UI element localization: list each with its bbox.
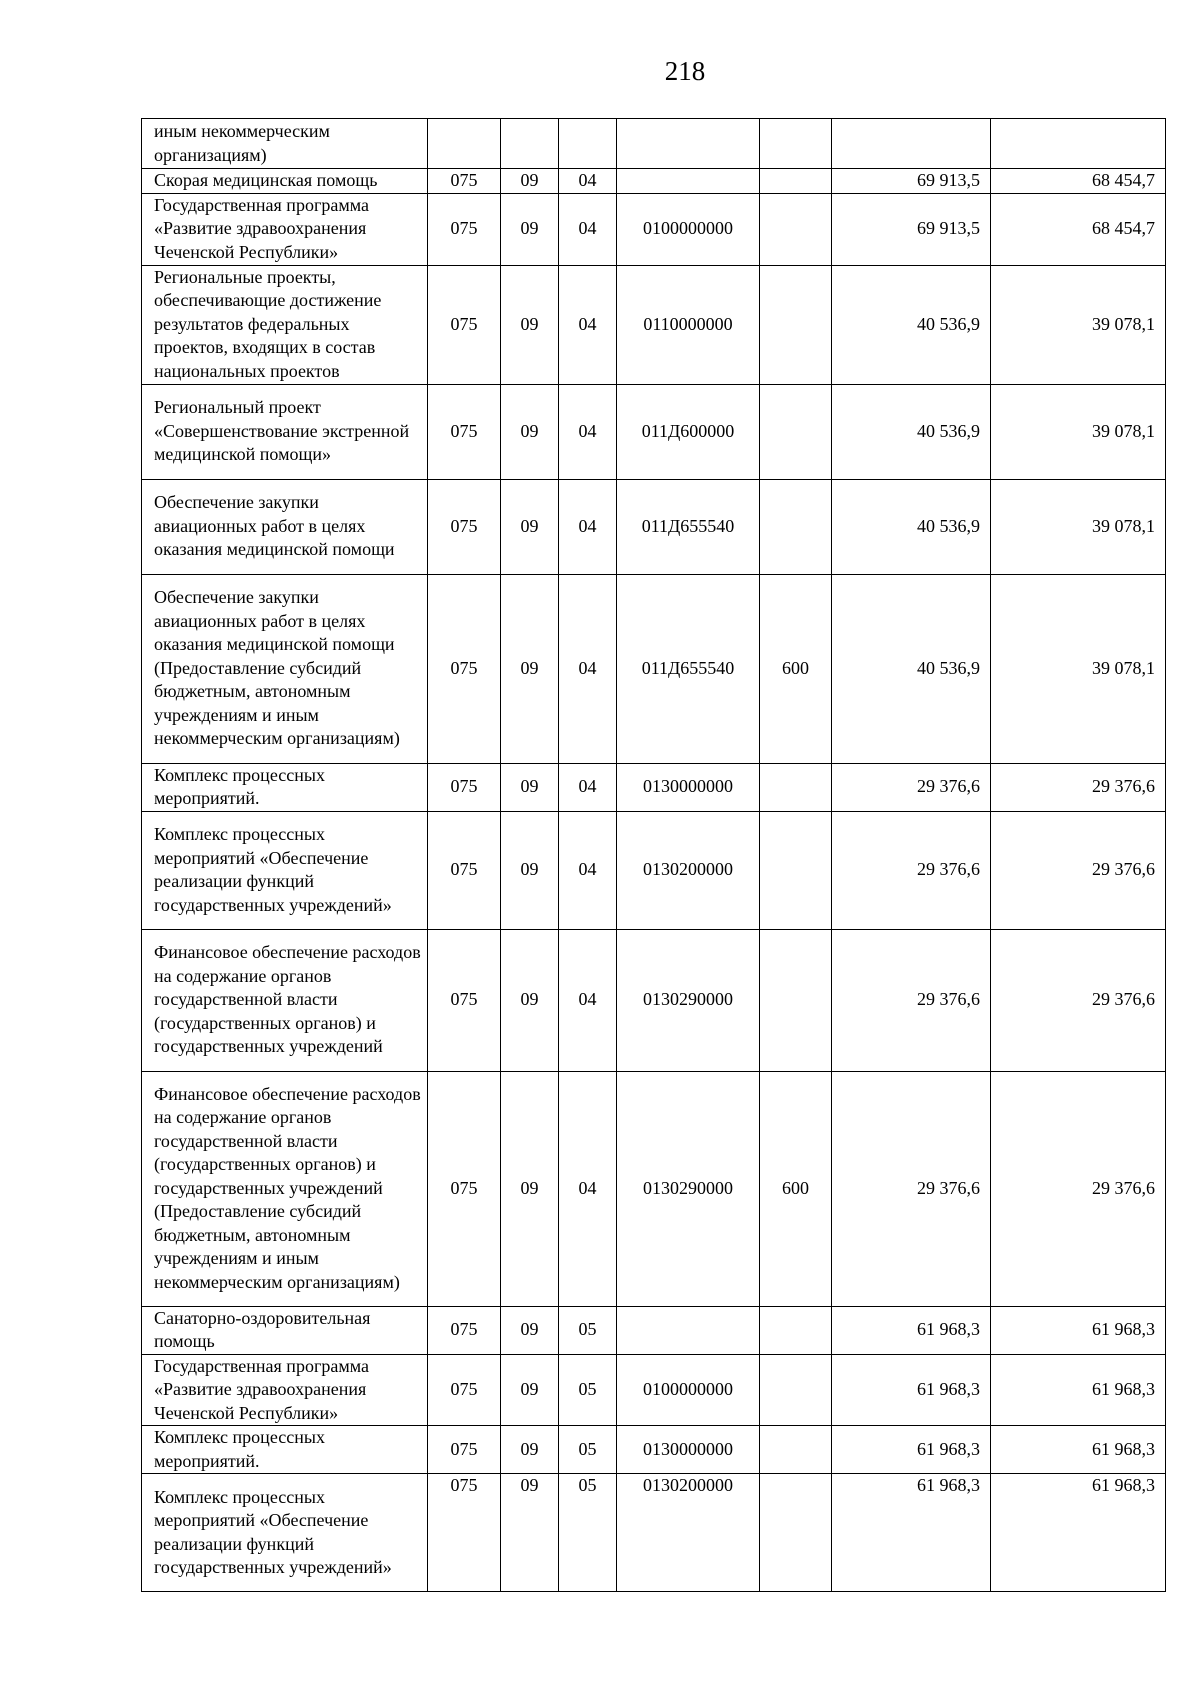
cell-cs: 0130000000 [617, 1426, 760, 1474]
table-row [142, 763, 1166, 811]
cell-cs: 011Д600000 [617, 384, 760, 479]
row-name: Обеспечение закупки авиационных работ в целях оказания медицинской помощи (Предоставление субсидий бюджетным, автономным учреждениям и иным некоммерческим организациям) [142, 574, 428, 763]
cell-rz: 09 [501, 1426, 559, 1474]
cell-year1: 29 376,6 [832, 811, 991, 929]
cell-rz: 09 [501, 763, 559, 811]
cell-gr: 075 [428, 1306, 501, 1354]
cell-gr: 075 [428, 1071, 501, 1306]
cell-rz: 09 [501, 1306, 559, 1354]
cell-gr: 075 [428, 479, 501, 574]
cell-cs [617, 1306, 760, 1354]
row-name: Комплекс процессных мероприятий «Обеспечение реализации функций государственных учреждений» [142, 1474, 428, 1592]
cell-pr: 04 [559, 169, 617, 194]
cell-vr [760, 384, 832, 479]
table-row [142, 1306, 1166, 1354]
cell-year1: 61 968,3 [832, 1354, 991, 1426]
cell-cs [617, 119, 760, 169]
cell-year1: 61 968,3 [832, 1426, 991, 1474]
cell-vr [760, 265, 832, 384]
table-row [142, 384, 1166, 479]
cell-cs: 0100000000 [617, 1354, 760, 1426]
cell-pr: 04 [559, 929, 617, 1071]
cell-year2: 29 376,6 [991, 1071, 1166, 1306]
cell-gr: 075 [428, 193, 501, 265]
cell-rz: 09 [501, 384, 559, 479]
cell-cs: 011Д655540 [617, 574, 760, 763]
cell-cs: 0130290000 [617, 1071, 760, 1306]
cell-gr: 075 [428, 574, 501, 763]
cell-rz: 09 [501, 265, 559, 384]
table-row [142, 193, 1166, 265]
cell-vr: 600 [760, 1071, 832, 1306]
budget-table [141, 118, 1166, 1592]
row-name: Скорая медицинская помощь [142, 169, 428, 194]
cell-year2: 39 078,1 [991, 574, 1166, 763]
cell-year2: 39 078,1 [991, 384, 1166, 479]
cell-year1: 40 536,9 [832, 479, 991, 574]
cell-rz: 09 [501, 929, 559, 1071]
table-row [142, 929, 1166, 1071]
cell-cs: 0130200000 [617, 1474, 760, 1592]
cell-year2: 39 078,1 [991, 265, 1166, 384]
cell-year2: 61 968,3 [991, 1426, 1166, 1474]
cell-pr: 04 [559, 479, 617, 574]
cell-vr [760, 763, 832, 811]
row-name: Финансовое обеспечение расходов на содержание органов государственной власти (государственных органов) и государственных учреждений [142, 929, 428, 1071]
table-row [142, 1071, 1166, 1306]
cell-gr: 075 [428, 384, 501, 479]
table-row [142, 169, 1166, 194]
cell-rz: 09 [501, 1474, 559, 1592]
cell-year2: 39 078,1 [991, 479, 1166, 574]
row-name: иным некоммерческим организациям) [142, 119, 428, 169]
row-name: Региональные проекты, обеспечивающие достижение результатов федеральных проектов, входящих в состав национальных проектов [142, 265, 428, 384]
cell-pr: 04 [559, 763, 617, 811]
cell-pr [559, 119, 617, 169]
cell-gr: 075 [428, 169, 501, 194]
cell-vr [760, 119, 832, 169]
cell-pr: 04 [559, 384, 617, 479]
cell-cs: 0130200000 [617, 811, 760, 929]
cell-year1: 29 376,6 [832, 1071, 991, 1306]
table-row [142, 811, 1166, 929]
cell-vr [760, 193, 832, 265]
cell-cs: 0100000000 [617, 193, 760, 265]
cell-rz: 09 [501, 574, 559, 763]
cell-year1: 40 536,9 [832, 265, 991, 384]
cell-rz: 09 [501, 169, 559, 194]
cell-year2: 61 968,3 [991, 1354, 1166, 1426]
cell-vr [760, 479, 832, 574]
cell-pr: 05 [559, 1474, 617, 1592]
cell-year1: 40 536,9 [832, 384, 991, 479]
cell-year1: 29 376,6 [832, 929, 991, 1071]
table-row [142, 265, 1166, 384]
row-name: Финансовое обеспечение расходов на содержание органов государственной власти (государственных органов) и государственных учреждений (Предоставление субсидий бюджетным, автономным учреждениям и иным некоммерческим организациям) [142, 1071, 428, 1306]
row-name: Государственная программа «Развитие здравоохранения Чеченской Республики» [142, 193, 428, 265]
cell-rz [501, 119, 559, 169]
row-name: Комплекс процессных мероприятий. [142, 763, 428, 811]
cell-vr [760, 1426, 832, 1474]
cell-year2: 29 376,6 [991, 929, 1166, 1071]
table-row [142, 1426, 1166, 1474]
cell-year2: 29 376,6 [991, 763, 1166, 811]
cell-vr [760, 169, 832, 194]
cell-gr: 075 [428, 929, 501, 1071]
cell-cs: 011Д655540 [617, 479, 760, 574]
cell-vr: 600 [760, 574, 832, 763]
cell-rz: 09 [501, 1071, 559, 1306]
cell-pr: 04 [559, 265, 617, 384]
cell-pr: 05 [559, 1426, 617, 1474]
cell-vr [760, 1306, 832, 1354]
cell-year1: 40 536,9 [832, 574, 991, 763]
row-name: Обеспечение закупки авиационных работ в целях оказания медицинской помощи [142, 479, 428, 574]
cell-gr: 075 [428, 265, 501, 384]
row-name: Государственная программа «Развитие здравоохранения Чеченской Республики» [142, 1354, 428, 1426]
cell-gr: 075 [428, 1474, 501, 1592]
cell-gr: 075 [428, 1426, 501, 1474]
cell-year1: 61 968,3 [832, 1474, 991, 1592]
table-row [142, 1354, 1166, 1426]
cell-pr: 04 [559, 193, 617, 265]
cell-year1 [832, 119, 991, 169]
cell-cs: 0130290000 [617, 929, 760, 1071]
cell-year2: 68 454,7 [991, 169, 1166, 194]
cell-gr: 075 [428, 763, 501, 811]
cell-year1: 29 376,6 [832, 763, 991, 811]
row-name: Санаторно-оздоровительная помощь [142, 1306, 428, 1354]
table-row [142, 1474, 1166, 1592]
cell-rz: 09 [501, 193, 559, 265]
row-name: Комплекс процессных мероприятий. [142, 1426, 428, 1474]
cell-cs [617, 169, 760, 194]
cell-gr [428, 119, 501, 169]
cell-pr: 04 [559, 574, 617, 763]
cell-year1: 61 968,3 [832, 1306, 991, 1354]
cell-gr: 075 [428, 811, 501, 929]
cell-cs: 0110000000 [617, 265, 760, 384]
page-number: 218 [664, 56, 706, 86]
cell-pr: 05 [559, 1354, 617, 1426]
cell-year2: 68 454,7 [991, 193, 1166, 265]
cell-vr [760, 1474, 832, 1592]
cell-year1: 69 913,5 [832, 169, 991, 194]
cell-pr: 04 [559, 811, 617, 929]
row-name: Комплекс процессных мероприятий «Обеспечение реализации функций государственных учреждений» [142, 811, 428, 929]
cell-vr [760, 1354, 832, 1426]
cell-year2: 61 968,3 [991, 1474, 1166, 1592]
row-name: Региональный проект «Совершенствование экстренной медицинской помощи» [142, 384, 428, 479]
table-row [142, 479, 1166, 574]
cell-rz: 09 [501, 811, 559, 929]
cell-gr: 075 [428, 1354, 501, 1426]
cell-pr: 04 [559, 1071, 617, 1306]
cell-vr [760, 811, 832, 929]
cell-vr [760, 929, 832, 1071]
cell-pr: 05 [559, 1306, 617, 1354]
cell-year1: 69 913,5 [832, 193, 991, 265]
cell-year2: 29 376,6 [991, 811, 1166, 929]
cell-cs: 0130000000 [617, 763, 760, 811]
cell-rz: 09 [501, 1354, 559, 1426]
table-row [142, 574, 1166, 763]
cell-rz: 09 [501, 479, 559, 574]
cell-year2: 61 968,3 [991, 1306, 1166, 1354]
table-row [142, 119, 1166, 169]
cell-year2 [991, 119, 1166, 169]
